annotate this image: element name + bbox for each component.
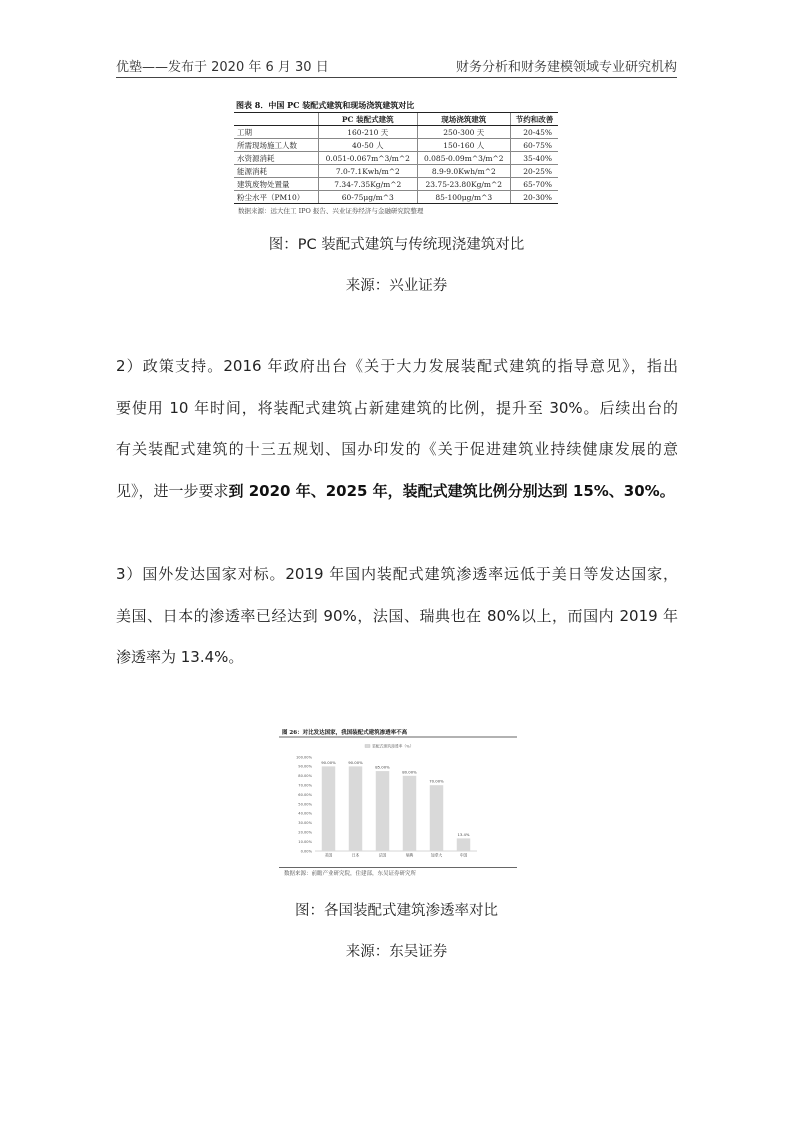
y-tick-label: 20.00% bbox=[298, 830, 312, 835]
overseas-benchmark-paragraph bbox=[116, 554, 678, 679]
table-cell: 60-75μg/m^3 bbox=[319, 191, 418, 204]
table-header-cell: 现场浇筑建筑 bbox=[417, 113, 510, 126]
y-tick-label: 70.00% bbox=[298, 783, 312, 788]
bar-法国 bbox=[376, 771, 390, 851]
table-source-note: 数据来源：远大住工 IPO 报告、兴业证券经济与金融研究院整理 bbox=[238, 207, 424, 215]
chart-credit: 来源：东吴证券 bbox=[345, 944, 448, 960]
comparison-table-figure bbox=[234, 98, 558, 215]
chart-title: 图 26：对比发达国家，我国装配式建筑渗透率不高 bbox=[282, 730, 408, 736]
bar-value-label: 70.00% bbox=[429, 778, 444, 784]
x-tick-label: 法国 bbox=[378, 852, 387, 858]
x-tick-label: 中国 bbox=[459, 852, 468, 858]
table-cell: 0.085-0.09m^3/m^2 bbox=[417, 152, 510, 165]
table-header-cell: 节约和改善 bbox=[511, 113, 559, 126]
table-cell: 23.75-23.80Kg/m^2 bbox=[417, 178, 510, 191]
bar-美国 bbox=[322, 766, 336, 851]
paragraph-line bbox=[116, 471, 678, 513]
table-row bbox=[234, 152, 558, 165]
chart-caption: 图：各国装配式建筑渗透率对比 bbox=[295, 903, 498, 919]
y-tick-label: 80.00% bbox=[298, 774, 312, 779]
table-cell: 8.9-9.0Kwh/m^2 bbox=[417, 165, 510, 178]
table-cell: 粉尘水平（PM10） bbox=[234, 191, 319, 204]
table-cell: 工期 bbox=[234, 126, 319, 139]
legend-swatch bbox=[365, 745, 370, 748]
bar-日本 bbox=[349, 766, 363, 851]
page-header bbox=[116, 56, 677, 76]
policy-support-paragraph bbox=[116, 346, 678, 512]
table-cell: 65-70% bbox=[511, 178, 559, 191]
table-cell: 35-40% bbox=[511, 152, 559, 165]
y-tick-label: 10.00% bbox=[298, 839, 312, 844]
table-cell: 0.051-0.067m^3/m^2 bbox=[319, 152, 418, 165]
table-cell: 150-160 人 bbox=[417, 139, 510, 152]
paragraph-line: 美国、日本的渗透率已经达到 90%，法国、瑞典也在 80%以上，而国内 2019 年 bbox=[116, 606, 678, 625]
x-axis bbox=[325, 853, 468, 858]
table-cell: 20-30% bbox=[511, 191, 559, 204]
table-credit: 来源：兴业证券 bbox=[345, 278, 448, 294]
table-header-row bbox=[234, 113, 558, 126]
table-cell: 60-75% bbox=[511, 139, 559, 152]
y-tick-label: 90.00% bbox=[298, 764, 312, 769]
chart-source-note: 数据来源：前瞻产业研究院，住建部，东吴证券研究所 bbox=[284, 871, 417, 877]
x-tick-label: 美国 bbox=[324, 852, 333, 858]
table-cell: 能源消耗 bbox=[234, 165, 319, 178]
paragraph-line: 渗透率为 13.4%。 bbox=[116, 648, 244, 666]
paragraph-line: 3）国外发达国家对标。2019 年国内装配式建筑渗透率远低于美日等发达国家， bbox=[116, 565, 678, 583]
y-tick-label: 30.00% bbox=[298, 821, 312, 826]
table-cell: 7.0-7.1Kwh/m^2 bbox=[319, 165, 418, 178]
table-cell: 所需现场施工人数 bbox=[234, 139, 319, 152]
bar-value-label: 90.00% bbox=[321, 759, 336, 765]
y-tick-label: 100.00% bbox=[296, 755, 312, 760]
paragraph-line: 要使用 10 年时间，将装配式建筑占新建建筑的比例，提升至 30%。后续出台的 bbox=[116, 398, 678, 417]
paragraph-text: 见》，进一步要求 bbox=[116, 481, 229, 500]
bar-value-label: 80.00% bbox=[402, 769, 417, 775]
table-header-cell bbox=[234, 113, 319, 126]
header-divider bbox=[116, 77, 677, 78]
y-tick-label: 40.00% bbox=[298, 811, 312, 816]
bar-加拿大 bbox=[430, 785, 444, 851]
table-title: 图表 8．中国 PC 装配式建筑和现场浇筑建筑对比 bbox=[236, 100, 415, 110]
table-cell: 20-25% bbox=[511, 165, 559, 178]
table-row bbox=[234, 191, 558, 204]
table-cell: 160-210 天 bbox=[319, 126, 418, 139]
table-cell: 40-50 人 bbox=[319, 139, 418, 152]
table-row bbox=[234, 126, 558, 139]
chart-legend: 装配式建筑渗透率（%） bbox=[372, 743, 414, 749]
table-cell: 水资源消耗 bbox=[234, 152, 319, 165]
comparison-table bbox=[234, 112, 558, 204]
table-row bbox=[234, 165, 558, 178]
table-cell: 85-100μg/m^3 bbox=[417, 191, 510, 204]
header-org-tagline: 财务分析和财务建模领域专业研究机构 bbox=[455, 60, 677, 75]
table-cell: 250-300 天 bbox=[417, 126, 510, 139]
bar-value-label: 13.4% bbox=[457, 831, 470, 837]
table-cell: 建筑废物处置量 bbox=[234, 178, 319, 191]
bar-value-label: 85.00% bbox=[375, 764, 390, 770]
paragraph-line: 有关装配式建筑的十三五规划、国办印发的《关于促进建筑业持续健康发展的意 bbox=[116, 440, 678, 458]
table-cell: 7.34-7.35Kg/m^2 bbox=[319, 178, 418, 191]
table-caption: 图：PC 装配式建筑与传统现浇建筑对比 bbox=[268, 237, 525, 253]
x-tick-label: 加拿大 bbox=[430, 852, 443, 858]
penetration-bar-chart bbox=[279, 724, 517, 871]
paragraph-line: 2）政策支持。2016 年政府出台《关于大力发展装配式建筑的指导意见》，指出 bbox=[116, 357, 678, 375]
table-header-cell: PC 装配式建筑 bbox=[319, 113, 418, 126]
header-publish-date: 优塾——发布于 2020 年 6 月 30 日 bbox=[116, 60, 329, 75]
y-tick-label: 0.00% bbox=[300, 849, 312, 854]
bar-中国 bbox=[457, 838, 471, 851]
table-row bbox=[234, 178, 558, 191]
y-tick-label: 60.00% bbox=[298, 792, 312, 797]
table-row bbox=[234, 139, 558, 152]
y-tick-label: 50.00% bbox=[298, 802, 312, 807]
bar-value-label: 90.00% bbox=[348, 759, 363, 765]
table-cell: 20-45% bbox=[511, 126, 559, 139]
paragraph-emphasis: 到 2020 年、2025 年，装配式建筑比例分别达到 15%、30%。 bbox=[228, 481, 675, 500]
penetration-chart-figure bbox=[279, 724, 517, 871]
bars-group bbox=[321, 760, 470, 851]
x-tick-label: 日本 bbox=[351, 852, 360, 858]
x-tick-label: 瑞典 bbox=[405, 852, 414, 858]
bar-瑞典 bbox=[403, 776, 417, 851]
